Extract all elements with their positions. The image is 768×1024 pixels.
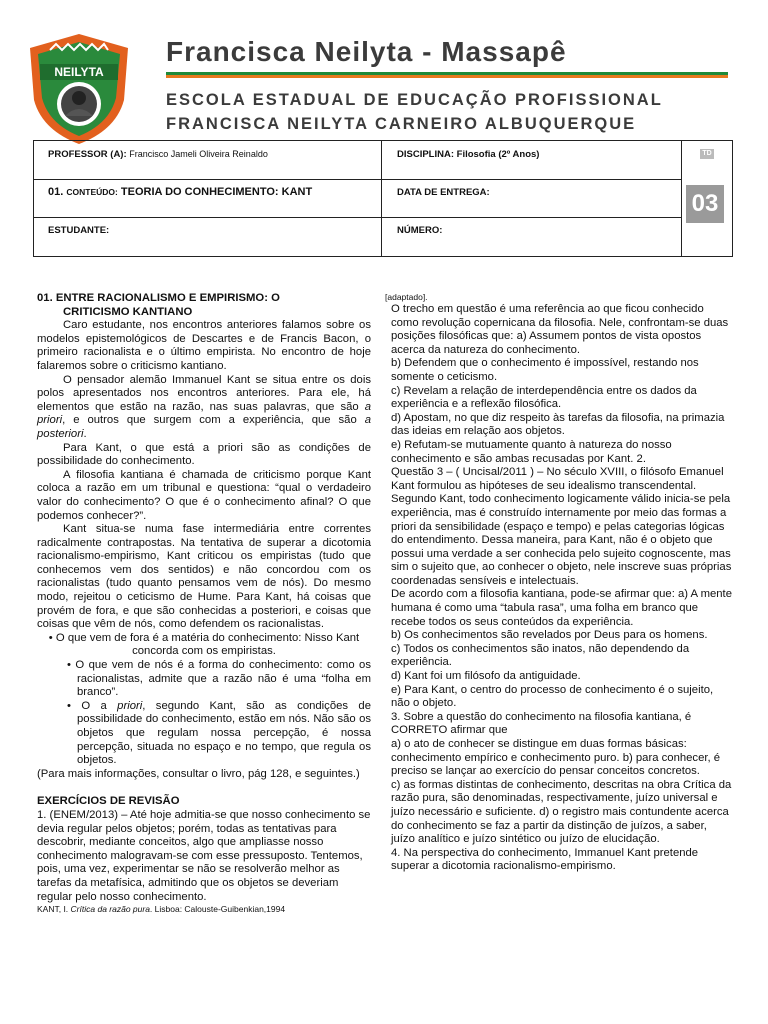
question-3-option-b: b) Os conhecimentos são revelados por Deus para os homens. bbox=[391, 629, 708, 642]
numero-label: NÚMERO: bbox=[397, 225, 443, 236]
disciplina-value: Filosofia (2º Anos) bbox=[456, 149, 540, 160]
bullet-forma: • O que vem de nós é a forma do conhecimento: como os racionalistas, admite que a razão não é uma “folha em branco”. bbox=[67, 659, 371, 699]
question-4-statement: 3. Sobre a questão do conhecimento na filosofia kantiana, é CORRETO afirmar que bbox=[391, 710, 692, 737]
conteudo-label: CONTEÚDO: bbox=[66, 187, 118, 197]
question-3-statement: Questão 3 – ( Uncisal/2011 ) – No século XVIII, o filósofo Emanuel Kant formulou as hipóteses de seu idealismo transcendental. Segundo Kant, todo conhecimento logicamente válido inicia-se pela experiência, mas é construído internamente por meio das formas a priori da sensibilidade (espaço e tempo) e pelas categorias lógicas do entendimento. Dessa maneira, para Kant, não é o objeto que possui uma verdade a ser conhecida pelo sujeito cognoscente, mas sim o sujeito que, ao conhecer o objeto, nele inscreve suas próprias coordenadas sensíveis e intelectuais. bbox=[391, 466, 732, 587]
td-badge: TD bbox=[700, 149, 714, 159]
estudante-field bbox=[48, 225, 109, 236]
estudante-label: ESTUDANTE: bbox=[48, 225, 110, 236]
conteudo-number: 01. bbox=[48, 186, 64, 198]
bullet-materia: • O que vem de fora é a matéria do conhecimento: Nisso Kant concorda com os empiristas. bbox=[48, 631, 360, 658]
question-3-option-c: c) Todos os conhecimentos são inatos, não dependendo da experiência. bbox=[391, 642, 690, 669]
numero-field bbox=[397, 225, 442, 236]
disciplina-label: DISCIPLINA: bbox=[397, 149, 454, 160]
question-3-option-d: d) Kant foi um filósofo da antiguidade. bbox=[391, 670, 581, 683]
school-name: Francisca Neilyta - Massapê bbox=[166, 36, 567, 67]
paragraph-a-priori: Para Kant, o que está a priori são as condições de possibilidade do conhecimento. bbox=[37, 441, 371, 468]
right-column bbox=[385, 292, 733, 874]
paragraph-intermediaria: Kant situa-se numa fase intermediária entre correntes radicalmente contrapostas. Na tentativa de superar a dicotomia racionalismo-empirismo, Kant criticou os empiristas (tudo que conhecemos vem dos sentidos) e não concordou com os racionalistas (tudo quanto pensamos vem de nós). Do mesmo modo, rejeitou o ceticismo de Hume. Para Kant, há coisas que provém de fora, e que são conhecidas a posteriori, e coisas que coisas que vêm de nós, como defendem os racionalistas. bbox=[37, 523, 371, 631]
question-1-text: 1. (ENEM/2013) – Até hoje admitia-se que nosso conhecimento se devia regular pelos objetos; porém, todas as tentativas para descobrir, mediante conceitos, algo que ampliasse nosso conhecimento malogravam-se com esse pressuposto. Tentemos, pois, uma vez, experimentar se não se resolverão melhor as tarefas da metafísica, admitindo que os objetos se deveriam regular pelo nosso conhecimento. bbox=[37, 808, 371, 903]
question-1-option-b: b) Defendem que o conhecimento é impossível, restando nos somente o ceticismo. bbox=[391, 357, 699, 383]
question-1-option-e: e) Refutam-se mutuamente quanto à natureza do nosso conhecimento e são ambas recusadas por Kant. 2. bbox=[391, 438, 672, 465]
adapted-note: [adaptado]. bbox=[385, 292, 428, 302]
professor-field bbox=[48, 149, 268, 160]
question-3-option-e: e) Para Kant, o centro do processo de conhecimento é o sujeito, não o objeto. bbox=[391, 683, 714, 710]
disciplina-field bbox=[397, 149, 539, 160]
professor-label: PROFESSOR (A): bbox=[48, 149, 127, 160]
school-subtitle-1: ESCOLA ESTADUAL DE EDUCAÇÃO PROFISSIONAL bbox=[166, 91, 663, 109]
question-3-option-a: De acordo com a filosofia kantiana, pode-se afirmar que: a) A mente humana é como uma “tabula rasa”, uma folha em branco que recebe todos os seus conteúdos da experiência. bbox=[391, 588, 732, 628]
section-heading-line1: 01. ENTRE RACIONALISMO E EMPIRISMO: O bbox=[37, 292, 280, 304]
conteudo-field bbox=[48, 186, 312, 198]
paragraph-kant-position: O pensador alemão Immanuel Kant se situa entre os dois polos apresentados nos encontros anteriores. Para ele, há elementos que estão na razão, nas suas palavras, que são a priori, e outros que surgem com a experiência, que são a posteriori. bbox=[37, 373, 371, 440]
paragraph-intro: Caro estudante, nos encontros anteriores falamos sobre os modelos epistemológicos de Descartes e de Francis Bacon, o primeiro racionalista e o último empirista. No encontro de hoje falaremos sobre o criticismo kantiano. bbox=[37, 319, 371, 372]
section-heading-line2: CRITICISMO KANTIANO bbox=[63, 305, 193, 318]
data-entrega-label: DATA DE ENTREGA: bbox=[397, 187, 490, 198]
question-4-options-cd: c) as formas distintas de conhecimento, descritas na obra Crítica da razão pura, são denominadas, respectivamente, juízo universal e juízo necessário e suficiente. d) o registro mais contundente acerca do conhecimento se faz a partir da distinção de juízos, a saber, juízo analítico e juízo sintético ou juízo de elucidação. bbox=[391, 778, 732, 846]
question-4-options-ab: a) o ato de conhecer se distingue em duas formas básicas: conhecimento empírico e conhecimento puro. b) para conhecer, é preciso se lançar ao exercício do pensar conceitos concretos. bbox=[391, 738, 721, 778]
title-underline bbox=[166, 72, 728, 78]
td-number-badge: 03 bbox=[686, 185, 724, 223]
data-entrega-field bbox=[397, 187, 490, 198]
school-logo-shield bbox=[20, 30, 138, 148]
paragraph-criticismo: A filosofia kantiana é chamada de criticismo porque Kant coloca a razão em um tribunal e questiona: “qual o verdadeiro valor do conhecimento? O que é o conhecimento afinal? O que podemos conhecer?”. bbox=[37, 468, 371, 522]
paragraph-more-info: (Para mais informações, consultar o livro, pág 128, e seguintes.) bbox=[37, 767, 360, 780]
info-table bbox=[33, 140, 733, 257]
question-1-statement: O trecho em questão é uma referência ao que ficou conhecido como revolução copernicana da filosofia. Nele, confrontam-se duas posições filosóficas que: a) Assumem pontos de vista opostos acerca da natureza do conhecimento. bbox=[391, 303, 729, 356]
question-1-option-d: d) Apostam, no que diz respeito às tarefas da filosofia, na primazia das ideias em relação aos objetos. bbox=[391, 411, 725, 438]
school-subtitle-2: FRANCISCA NEILYTA CARNEIRO ALBUQUERQUE bbox=[166, 115, 637, 133]
left-column bbox=[37, 292, 371, 915]
question-1-option-c: c) Revelam a relação de interdependência entre os dados da experiência e a reflexão filosófica. bbox=[391, 384, 697, 411]
question-5-statement: 4. Na perspectiva do conhecimento, Immanuel Kant pretende superar a dicotomia racionalismo-empirismo. bbox=[391, 846, 699, 873]
kant-reference: KANT, I. Crítica da razão pura. Lisboa: Calouste-Guibenkian,1994 bbox=[37, 904, 286, 915]
exercises-heading: EXERCÍCIOS DE REVISÃO bbox=[37, 795, 180, 808]
conteudo-value: TEORIA DO CONHECIMENTO: KANT bbox=[120, 186, 313, 198]
logo-text: NEILYTA bbox=[54, 65, 104, 79]
professor-value: Francisco Jameli Oliveira Reinaldo bbox=[129, 149, 268, 159]
bullet-a-priori: • O a priori, segundo Kant, são as condições de possibilidade do conhecimento, estão em nós. Não são os objetos que regulam nossa percepção, é nossa percepção, situada no espaço e no tempo, que regula os objetos. bbox=[67, 699, 371, 767]
